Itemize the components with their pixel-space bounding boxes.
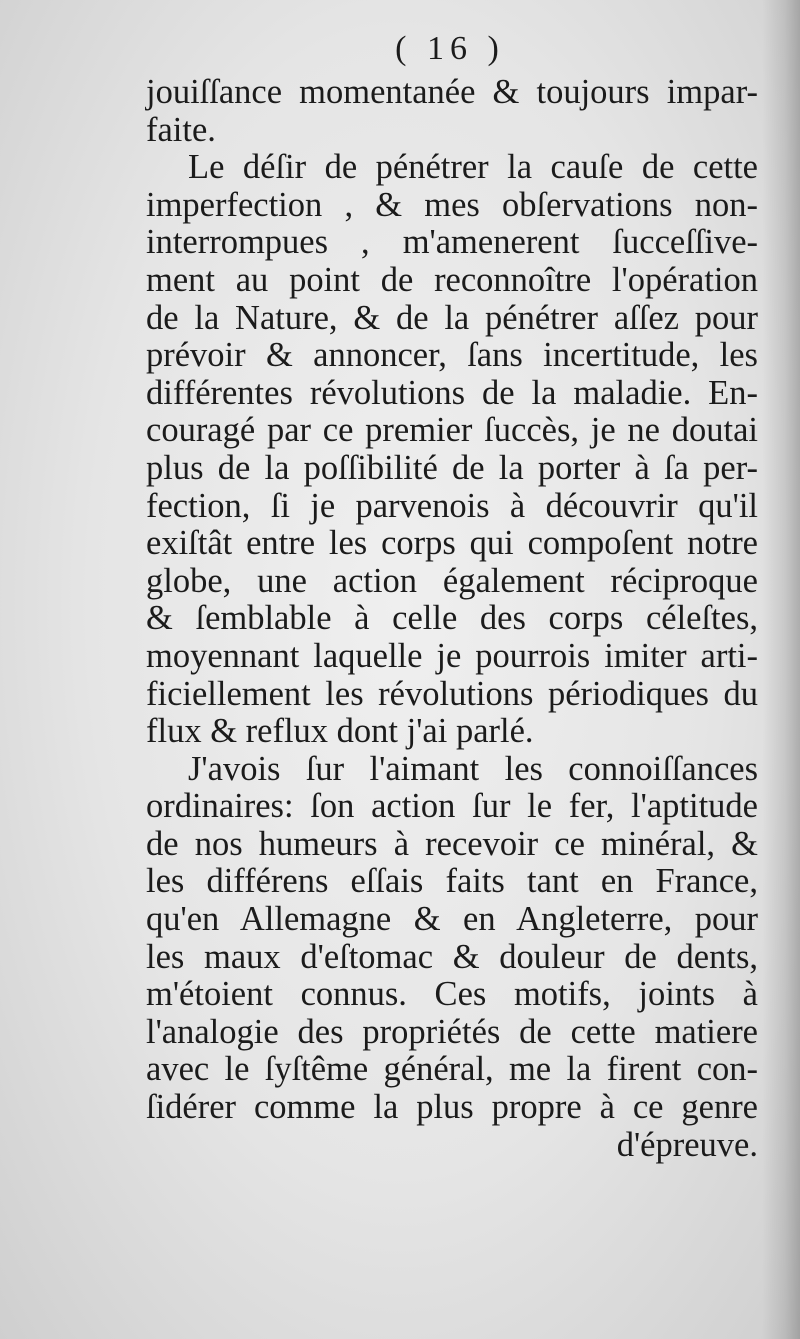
text-line: les différens eſſais faits tant en France, — [146, 862, 758, 901]
page-number: ( 16 ) — [395, 30, 505, 67]
text-line: faite. — [146, 110, 216, 149]
text-line: globe, une action également réciproque — [146, 561, 758, 600]
catchword: d'épreuve. — [616, 1125, 758, 1164]
body-text — [146, 74, 758, 1164]
page-edge-shadow — [762, 0, 800, 1339]
text-line: & ſemblable à celle des corps céleſtes, — [146, 599, 758, 638]
text-line: exiſtât entre les corps qui compoſent notre — [146, 524, 758, 563]
text-line: ordinaires: ſon action ſur le fer, l'aptitude — [146, 787, 758, 826]
text-line: m'étoient connus. Ces motifs, joints à — [146, 975, 758, 1014]
text-line: interrompues , m'amenerent ſucceſſive- — [146, 223, 758, 262]
text-line: l'analogie des propriétés de cette matiere — [146, 1012, 758, 1051]
text-line: prévoir & annoncer, ſans incertitude, les — [146, 336, 758, 375]
text-line: imperfection , & mes obſervations non- — [146, 185, 758, 224]
text-line: de nos humeurs à recevoir ce minéral, & — [146, 824, 758, 863]
text-line: les maux d'eſtomac & douleur de dents, — [146, 937, 758, 976]
text-line: ment au point de reconnoître l'opération — [146, 260, 758, 299]
text-line: de la Nature, & de la pénétrer aſſez pour — [146, 298, 758, 337]
text-line: plus de la poſſibilité de la porter à ſa per- — [146, 448, 758, 487]
text-line: flux & reflux dont j'ai parlé. — [146, 712, 534, 751]
text-line: fection, ſi je parvenois à découvrir qu'il — [146, 486, 758, 525]
text-line: ſidérer comme la plus propre à ce genre — [146, 1088, 758, 1127]
text-line: ficiellement les révolutions périodiques du — [146, 674, 758, 713]
text-line: couragé par ce premier ſuccès, je ne doutai — [146, 411, 758, 450]
text-line: différentes révolutions de la maladie. En- — [146, 373, 758, 412]
text-line: avec le ſyſtême général, me la firent con- — [146, 1050, 758, 1089]
paragraph-first-line: J'avois ſur l'aimant les connoiſſances — [188, 749, 758, 788]
text-line: qu'en Allemagne & en Angleterre, pour — [146, 900, 758, 939]
paragraph-first-line: Le déſir de pénétrer la cauſe de cette — [188, 148, 758, 187]
text-line: jouiſſance momentanée & toujours impar- — [146, 73, 758, 111]
text-line: moyennant laquelle je pourrois imiter arti- — [146, 636, 758, 675]
